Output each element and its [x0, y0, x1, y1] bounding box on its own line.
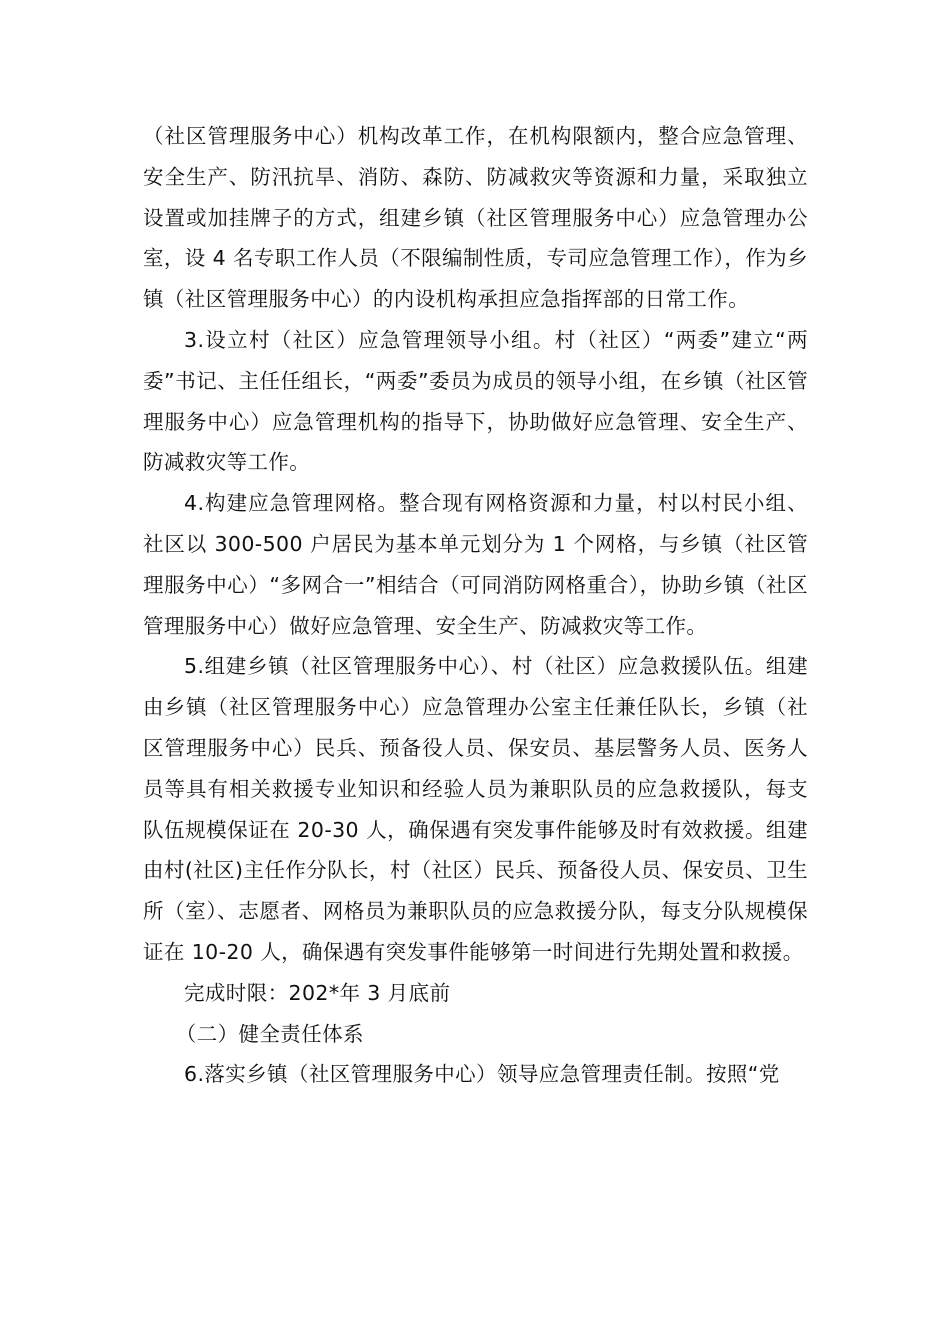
- paragraph-item-6: 6.落实乡镇（社区管理服务中心）领导应急管理责任制。按照“党: [184, 1062, 780, 1087]
- paragraph-item-3: 3.设立村（社区）应急管理领导小组。村（社区）“两委”建立“两委”书记、主任任组长，“两委”委员为成员的领导小组，在乡镇（社区管理服务中心）应急管理机构的指导下，协助做好应急管理、安全生产、防减救灾等工作。: [143, 327, 808, 475]
- document-body: [143, 116, 808, 1095]
- deadline-line: 完成时限：202*年 3 月底前: [184, 980, 451, 1005]
- section-heading: （二）健全责任体系: [175, 1021, 364, 1046]
- paragraph-continuation: （社区管理服务中心）机构改革工作，在机构限额内，整合应急管理、安全生产、防汛抗旱、消防、森防、防减救灾等资源和力量，采取独立设置或加挂牌子的方式，组建乡镇（社区管理服务中心）应急管理办公室，设 4 名专职工作人员（不限编制性质，专司应急管理工作），作为乡镇（社区管理服务中心）的内设机构承担应急指挥部的日常工作。: [143, 124, 808, 312]
- paragraph-item-4: 4.构建应急管理网格。整合现有网格资源和力量，村以村民小组、社区以 300-500 户居民为基本单元划分为 1 个网格，与乡镇（社区管理服务中心）“多网合一”相结合（可同消防网格重合），协助乡镇（社区管理服务中心）做好应急管理、安全生产、防减救灾等工作。: [143, 491, 808, 638]
- paragraph-item-5: 5.组建乡镇（社区管理服务中心）、村（社区）应急救援队伍。组建由乡镇（社区管理服务中心）应急管理办公室主任兼任队长，乡镇（社区管理服务中心）民兵、预备役人员、保安员、基层警务人员、医务人员等具有相关救援专业知识和经验人员为兼职队员的应急救援队，每支队伍规模保证在 20-30 人，确保遇有突发事件能够及时有效救援。组建由村(社区)主任作分队长，村（社区）民兵、预备役人员、保安员、卫生所（室）、志愿者、网格员为兼职队员的应急救援分队，每支分队规模保证在 10-20 人，确保遇有突发事件能够第一时间进行先期处置和救援。: [143, 654, 808, 964]
